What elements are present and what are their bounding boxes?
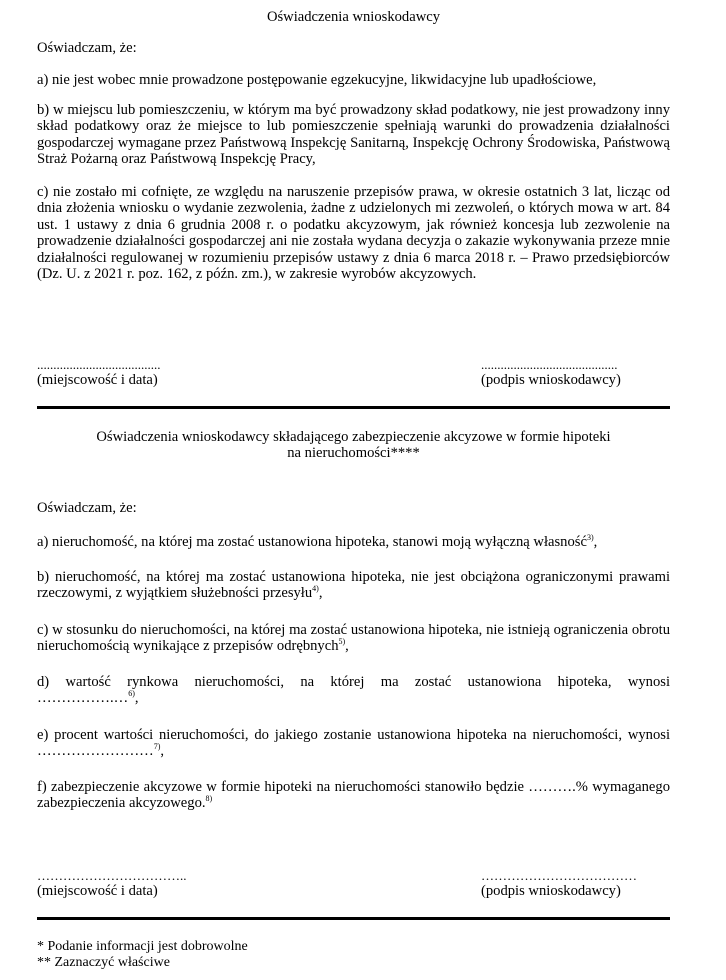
section1-signature-applicant <box>481 358 621 388</box>
signature-dots: …………………………….. <box>37 868 187 883</box>
signature-dots: ...................................... <box>37 357 161 372</box>
section1-item-b: b) w miejscu lub pomieszczeniu, w którym ma być prowadzony skład podatkowy, nie jest prowadzony inny skład podatkowy oraz że miejsce to lub pomieszczenie spełniają warunki do prowadzenia działalności gospodarczej wymagane przez Państwową Inspekcję Sanitarną, Inspekcję Ochrony Środowiska, Państwową Straż Pożarną oraz Państwową Inspekcję Pracy, <box>37 102 670 168</box>
section2-item-c: c) w stosunku do nieruchomości, na której ma zostać ustanowiona hipoteka, nie istnieją ograniczenia obrotu nieruchomością wynikające z przepisów odrębnych$^{5)}$, <box>37 622 670 655</box>
section1-signature-place-date <box>37 358 161 388</box>
section1-item-c: c) nie zostało mi cofnięte, ze względu na naruszenie przepisów prawa, w okresie ostatnich 3 lat, licząc od dnia złożenia wniosku o wydanie zezwolenia, żadne z udzielonych mi zezwoleń, o których mowa w art. 84 ust. 1 ustawy z dnia 6 grudnia 2008 r. o podatku akcyzowym, jak również koncesja lub zezwolenie na prowadzenie działalności gospodarczej ani nie została wydana decyzja o zakazie wykonywania przeze mnie działalności regulowanej w rozumieniu przepisów ustawy z dnia 6 marca 2018 r. – Prawo przedsiębiorców (Dz. U. z 2021 r. poz. 162, z późn. zm.), w zakresie wyrobów akcyzowych. <box>37 184 670 283</box>
section2-item-f: f) zabezpieczenie akcyzowe w formie hipoteki na nieruchomości stanowiło będzie ……….% wymaganego zabezpieczenia akcyzowego.$^{8)}$ <box>37 779 670 812</box>
section2-item-a: a) nieruchomość, na której ma zostać ustanowiona hipoteka, stanowi moją wyłączną własność$^{3)}$, <box>37 533 598 550</box>
section2-signature-applicant <box>481 869 637 899</box>
footnote-1: * Podanie informacji jest dobrowolne <box>37 939 248 954</box>
section2-intro: Oświadczam, że: <box>37 500 137 516</box>
signature-dots: ……………………………… <box>481 868 637 883</box>
section2-item-d: d) wartość rynkowa nieruchomości, na której ma zostać ustanowiona hipoteka, wynosi …………….…$^{6)}$, <box>37 674 670 707</box>
footnote-2: ** Zaznaczyć właściwe <box>37 955 170 971</box>
section2-item-b: b) nieruchomość, na której ma zostać ustanowiona hipoteka, nie jest obciążona ograniczonymi prawami rzeczowymi, z wyjątkiem służebności przesyłu$^{4)}$, <box>37 569 670 602</box>
section2-title: Oświadczenia wnioskodawcy składającego zabezpieczenie akcyzowe w formie hipoteki na nieruchomości**** <box>96 429 611 462</box>
footnotes <box>37 939 248 972</box>
section1-title: Oświadczenia wnioskodawcy <box>266 9 441 25</box>
section-divider <box>37 406 670 409</box>
signature-label: (miejscowość i data) <box>37 372 158 388</box>
section2-item-e: e) procent wartości nieruchomości, do jakiego zostanie ustanowiona hipoteka na nieruchomości, wynosi ……………………$^{7)}$, <box>37 727 670 760</box>
section1-item-a: a) nie jest wobec mnie prowadzone postępowanie egzekucyjne, likwidacyjne lub upadłościowe, <box>37 72 597 88</box>
signature-label: (podpis wnioskodawcy) <box>481 883 621 899</box>
signature-dots: .......................................... <box>481 357 618 372</box>
section1-intro: Oświadczam, że: <box>37 40 137 56</box>
section2-signature-place-date <box>37 869 187 899</box>
section-divider <box>37 917 670 920</box>
signature-label: (podpis wnioskodawcy) <box>481 372 621 388</box>
signature-label: (miejscowość i data) <box>37 883 158 899</box>
